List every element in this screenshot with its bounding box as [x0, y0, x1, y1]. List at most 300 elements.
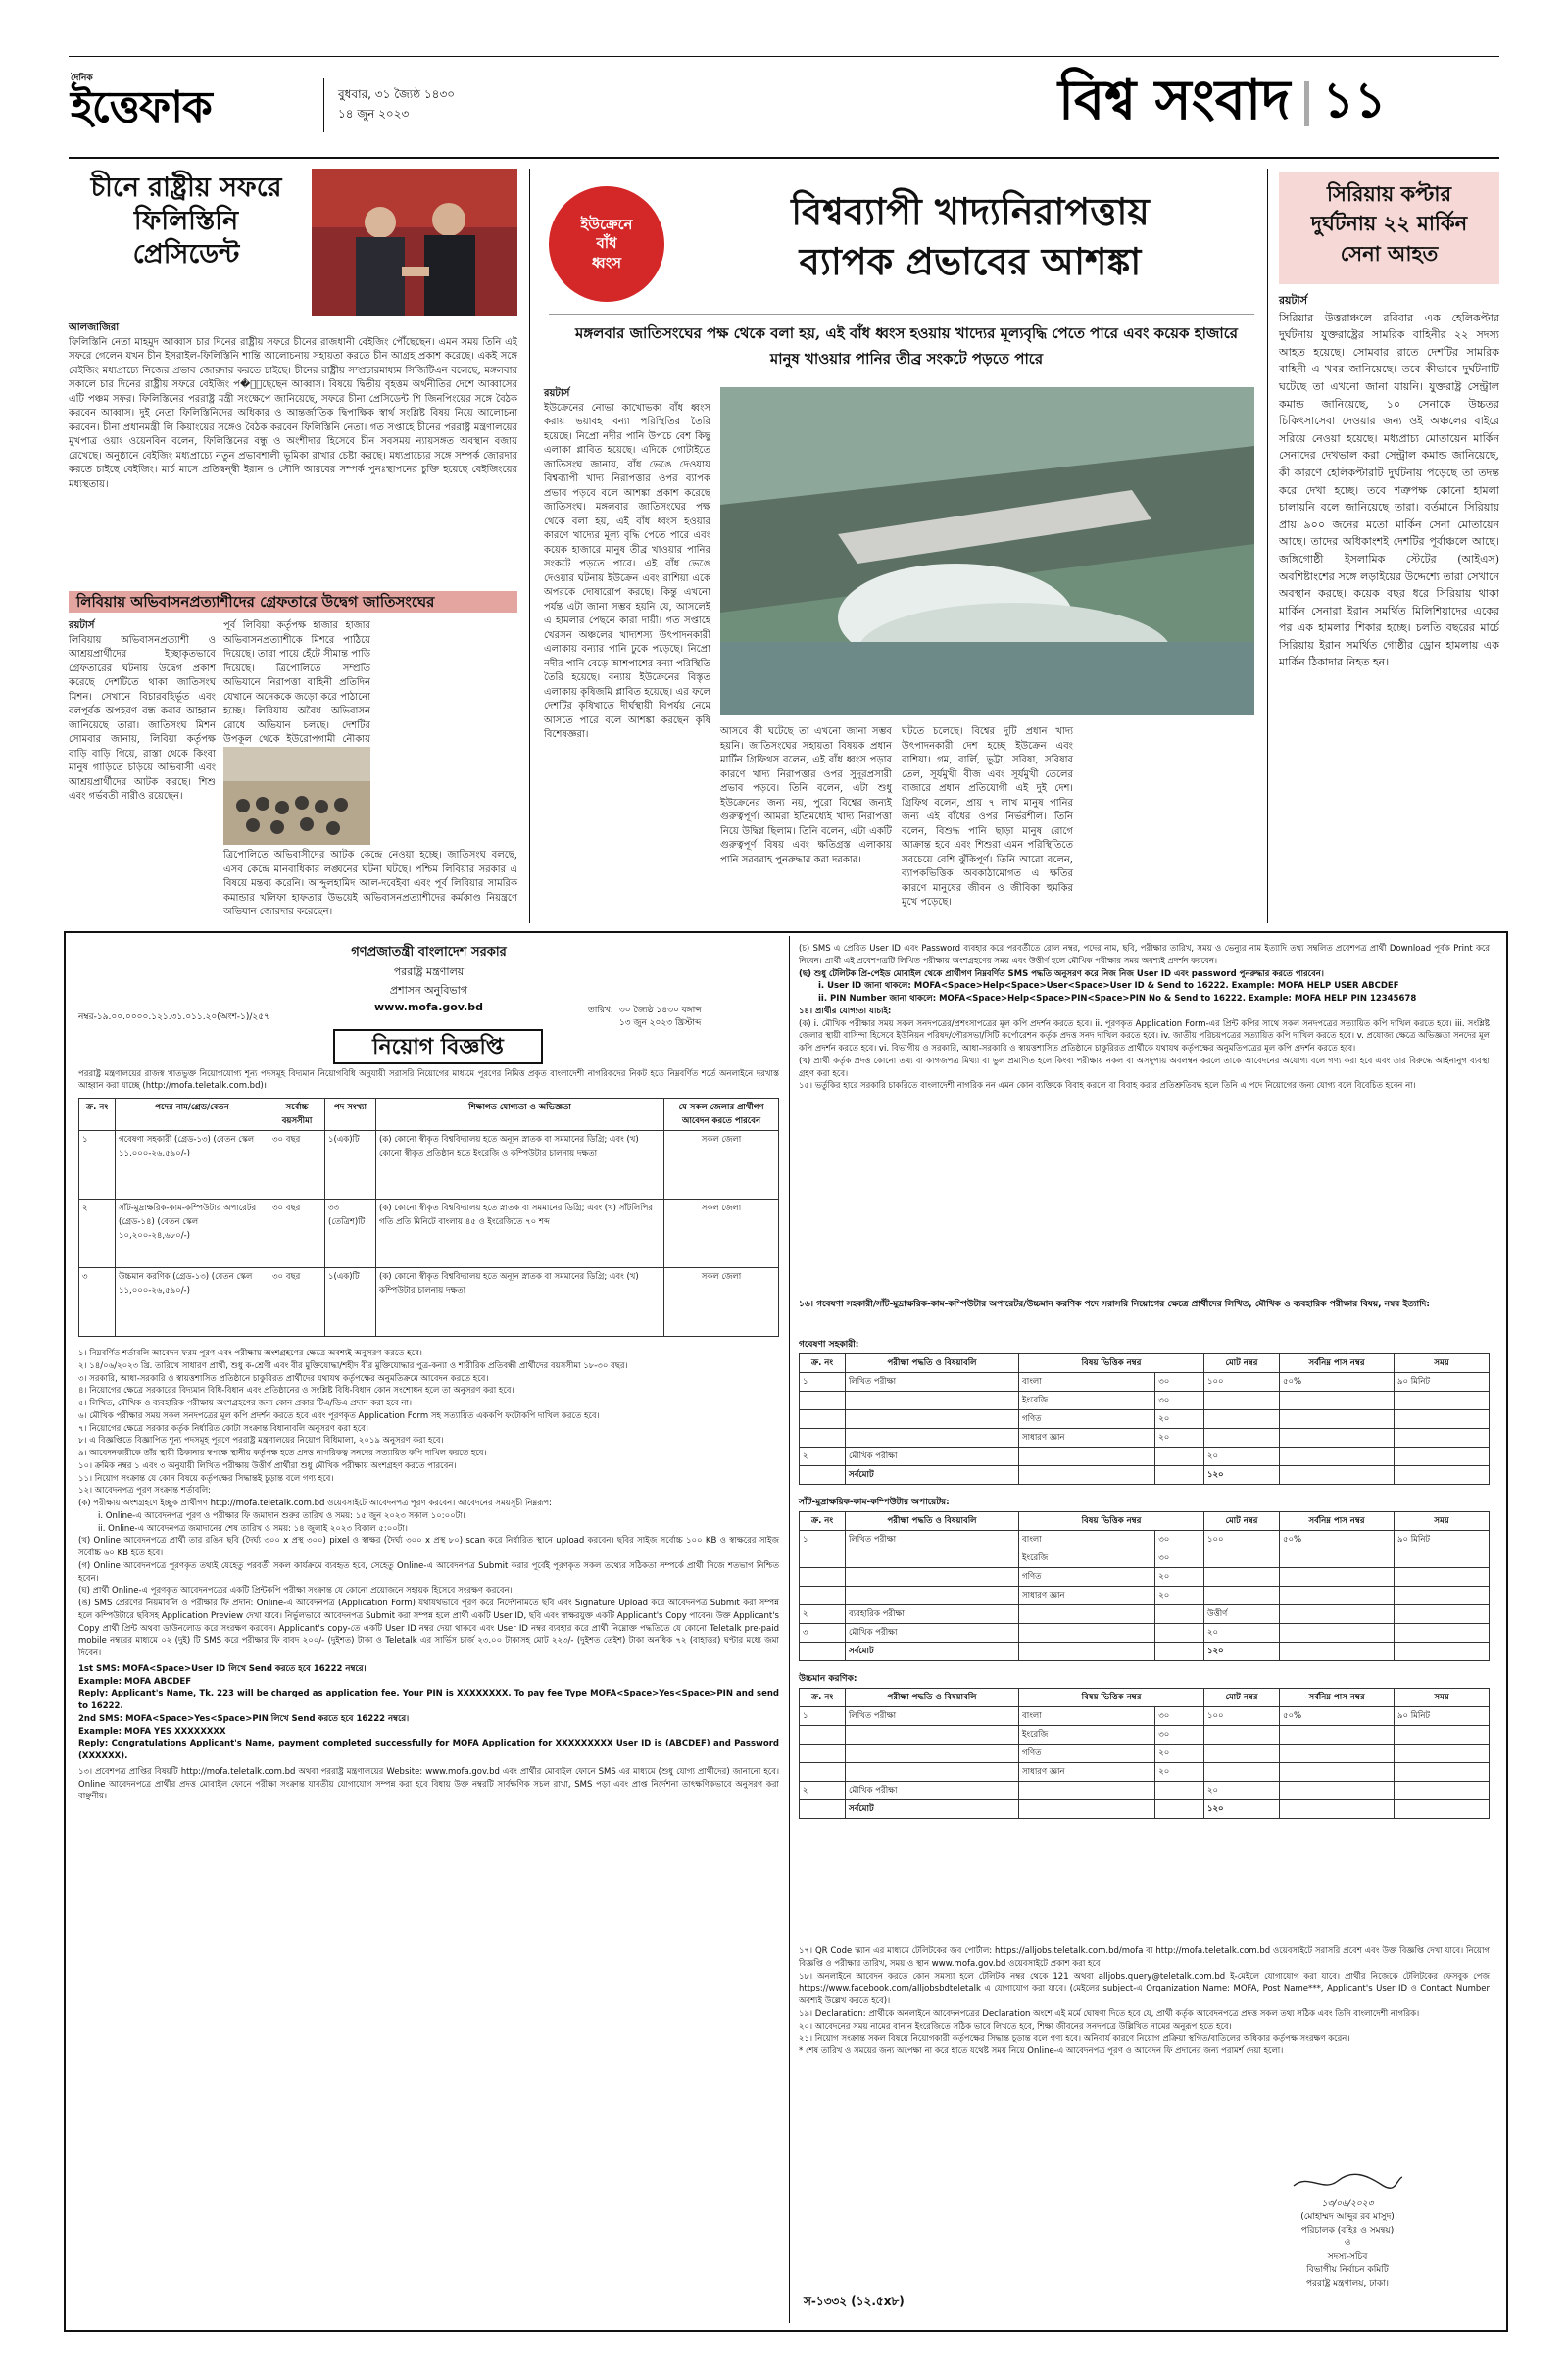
right-item: ১৪। প্রার্থীর যোগ্যতা যাচাই:	[799, 1006, 892, 1016]
cell: সকল জেলা	[664, 1268, 779, 1337]
cell	[1280, 1568, 1395, 1587]
posts-table-header	[79, 1099, 779, 1131]
cell	[1155, 1782, 1204, 1800]
exam-table-label: উচ্চমান করণিক:	[799, 1674, 858, 1684]
table-row	[800, 1410, 1490, 1429]
cell: সকল জেলা	[664, 1200, 779, 1268]
ukraine-col-2	[720, 725, 892, 921]
tail-item: * শেষ তারিখ ও সময়ের জন্য অপেক্ষা না করে হাতে যথেষ্ট সময় নিয়ে Online-এ আবেদনপত্র পূরণ ও আবেদন ফি প্রদানের জন্য পরামর্শ দেয়া হলো।	[799, 2046, 1284, 2056]
cell: সর্বনিম্ন পাস নম্বর	[1280, 1354, 1395, 1373]
cell	[1280, 1466, 1395, 1485]
cell	[1395, 1745, 1490, 1763]
cell: ২০	[1155, 1429, 1204, 1448]
cell	[1395, 1726, 1490, 1745]
china-headline-2: ফিলিস্তিনি	[133, 205, 239, 236]
exam-tables	[799, 1333, 1490, 1819]
sms-line: Example: MOFA ABCDEF	[78, 1676, 192, 1687]
ukraine-source: রয়টার্স	[544, 388, 570, 399]
cell	[846, 1763, 1019, 1782]
sms-line: Reply: Congratulations Applicant's Name, payment completed successfully for MOFA Application for XXXXXXXXX User ID is (ABCDEF) and Password (XXXXXX).	[78, 1739, 779, 1761]
exam-table-label: সাঁট-মুদ্রাক্ষরিক-কাম-কম্পিউটার অপারেটর:	[799, 1498, 950, 1507]
tail-item: ২১। নিয়োগ সংক্রান্ত সকল বিষয়ে নিয়োগকারী কর্তৃপক্ষের সিদ্ধান্ত চূড়ান্ত বলে গণ্য হবে। অনিবার্য কারণে নিয়োগ প্রক্রিয়া স্থগিত/বাতিলের অধিকার কর্তৃপক্ষ সংরক্ষণ করেন।	[799, 2034, 1350, 2044]
cell	[846, 1549, 1019, 1568]
page-number: ১১	[1322, 70, 1387, 128]
cell: ২	[800, 1782, 846, 1800]
cell: ৩০ বছর	[270, 1268, 325, 1337]
cell	[1395, 1587, 1490, 1605]
cell	[1280, 1643, 1395, 1661]
section-title	[1058, 65, 1386, 143]
notice-govt: গণপ্রজাতন্ত্রী বাংলাদেশ সরকার	[351, 945, 507, 959]
cell	[1204, 1726, 1280, 1745]
cell	[800, 1643, 846, 1661]
signature-date: ১৩/০৬/২০২৩	[1321, 2198, 1374, 2209]
title-separator	[1304, 81, 1309, 126]
badge-line-1: ইউক্রেনে	[580, 215, 633, 233]
notice-conditions	[78, 1348, 779, 2122]
china-photo	[312, 169, 517, 316]
cell	[1280, 1800, 1395, 1819]
cell: সাঁট-মুদ্রাক্ষরিক-কাম-কম্পিউটার অপারেটর (গ্রেড-১৪) (বেতন স্কেল ১০,২০০-২৪,৬৮০/-)	[116, 1200, 270, 1268]
cell: মৌখিক পরীক্ষা	[846, 1624, 1019, 1643]
cell	[1395, 1410, 1490, 1429]
ukraine-col3-text: ঘটতে চলেছে। বিশ্বের দুটি প্রধান খাদ্য উৎপাদনকারী দেশ হচ্ছে ইউক্রেন এবং রাশিয়া। গম, বার্লি, ভুট্টা, সরিষা, সরিষার তেল, সূর্যমুখী বীজ এবং সূর্যমুখী তেলের বাজারে প্রধান প্রতিযোগী এই দুই দেশ। গ্রিফিথ বলেন, প্রায় ৭ লাখ মানুষ পানির জন্য এই বাঁধের ওপর নির্ভরশীল। তিনি বলেন, বিশুদ্ধ পানি ছাড়া মানুষ রোগে আক্রান্ত হবে এবং শিশুরা এমন পরিস্থিতিতে সবচেয়ে বেশি ঝুঁকিপূর্ণ। তিনি আরো বলেন, ব্যাপকভিত্তিক অবকাঠামোগত এ ক্ষতির কারণে মানুষের জীবন ও জীবিকা হুমকির মুখে পড়েছে।	[902, 726, 1073, 908]
ad-code: স-১৩৩২ (১২.৫x৮)	[804, 2294, 905, 2308]
china-source: আলজাজিরা	[69, 322, 120, 333]
exam-table-header	[800, 1689, 1490, 1707]
cell: পরীক্ষা পদ্ধতি ও বিষয়াবলি	[846, 1512, 1019, 1531]
signatory-title: পরিচালক (বহিঃ ও সমন্বয়)	[1300, 2225, 1395, 2236]
notice-date-label: তারিখ:	[588, 1006, 613, 1015]
cell: ২	[800, 1448, 846, 1466]
cell: (ক) কোনো স্বীকৃত বিশ্ববিদ্যালয় হতে স্নাতক বা সমমানের ডিগ্রি; এবং (খ) সাঁটলিপির গতি প্রতি মিনিটে বাংলায় ৪৫ ও ইংরেজিতে ৭০ শব্দ	[376, 1200, 664, 1268]
cell: ২০	[1204, 1624, 1280, 1643]
signatory-org: পররাষ্ট্র মন্ত্রণালয়, ঢাকা।	[1305, 2278, 1390, 2288]
notice-title-box	[333, 1029, 543, 1064]
col-post: পদের নাম/গ্রেড/বেতন	[116, 1099, 270, 1131]
cell: ৩০ বছর	[270, 1131, 325, 1200]
cell	[1395, 1392, 1490, 1410]
condition-item: (ঘ) প্রার্থী Online-এ পূরণকৃত আবেদনপত্রের একটি প্রিন্টকপি পরীক্ষা সংক্রান্ত যে কোনো প্রয়োজনে সহায়ক হিসেবে সংরক্ষণ করবেন।	[78, 1586, 513, 1597]
cell	[1395, 1763, 1490, 1782]
notice-website: www.mofa.gov.bd	[374, 1001, 483, 1013]
ukraine-col1-text: ইউক্রেনের নোভা কাখোভকা বাঁধ ধ্বংস করায় ভয়াবহ বন্যা পরিস্থিতির তৈরি হয়েছে। নিপ্রো নদীর পানি উপচে বেশ কিছু এলাকা প্লাবিত হয়েছে। এদিকে গোটাইতে জাতিসংঘ জানায়, বাঁধ ভেঙে দেওয়ায় বিশ্বব্যাপী খাদ্য নিরাপত্তার ওপর ব্যাপক প্রভাব পড়বে বলে আশঙ্কা প্রকাশ করেছে জাতিসংঘ। মঙ্গলবার জাতিসংঘের পক্ষ থেকে বলা হয়, এই বাঁধ ধ্বংস হওয়ার কারণে খাদ্যের মূল্য বৃদ্ধি পেতে পারে এবং কয়েক হাজারে মানুষ তীব্র খাওয়ার পানির সংকটে পড়তে পারে। এই বাঁধ ভেঙে দেওয়ার ঘটনায় ইউক্রেন এবং রাশিয়া একে অপরকে দোষারোপ করছে। কিন্তু এখনো পর্যন্ত এটা জানা সম্ভব হয়নি যে, আসলেই এ হামলার পেছনে কারা দায়ী। গত সপ্তাহে খেরসন অঞ্চলের খাদ্যশস্য উৎপাদনকারী এলাকায় বন্যার পানি ঢুকে পড়েছে। নিপ্রো নদীর পানি বেড়ে আশপাশের বন্যা পরিস্থিতি তৈরি হয়েছে। বন্যায় ইউক্রেনের বিস্তৃত এলাকায় কৃষিজমি প্লাবিত হয়েছে। এর ফলে দেশটির কৃষিখাতে দীর্ঘস্থায়ী বিপর্যয় নেমে আসতে পারে বলে আশঙ্কা করছেন কৃষি বিশেষজ্ঞরা।	[544, 402, 710, 740]
table-row	[800, 1800, 1490, 1819]
exam-table-header	[800, 1512, 1490, 1531]
condition-item: ১৩। প্রবেশপত্র প্রাপ্তির বিষয়টি http://mofa.teletalk.com.bd অথবা পররাষ্ট্র মন্ত্রণালয়ের Website: www.mofa.gov.bd এবং প্রার্থীর মোবাইল ফোনে SMS এর মাধ্যমে (শুধু যোগ্য প্রার্থীদের) জানানো হবে। Online আবেদনপত্রে প্রার্থীর প্রদত্ত মোবাইল ফোনে পরীক্ষা সংক্রান্ত যাবতীয় যোগাযোগ সম্পন্ন করা হবে বিধায় উক্ত নম্বরটি সার্বক্ষণিক সচল রাখা, SMS পড়া এবং প্রাপ্ত নির্দেশনা তাৎক্ষণিকভাবে অনুসরণ করা বাঞ্ছনীয়।	[78, 1766, 779, 1802]
cell: ২০	[1204, 1448, 1280, 1466]
cell: ১২০	[1204, 1800, 1280, 1819]
cell: সকল জেলা	[664, 1131, 779, 1200]
cell	[800, 1392, 846, 1410]
right-item: (ক) i. মৌখিক পরীক্ষার সময় সকল সনদপত্রের/প্রশংসাপত্রের মূল কপি প্রদর্শন করতে হবে। ii. পূরণকৃত Application Form-এর প্রিন্ট কপির সাথে সকল সনদপত্রের সত্যায়িত কপি দাখিল করতে হবে। iii. সংশ্লিষ্ট জেলার স্থায়ী বাসিন্দা হিসেবে ইউনিয়ন পরিষদ/পৌরসভা/সিটি কর্পোরেশন কর্তৃক প্রদত্ত সনদ দাখিল করতে হবে। iv. জাতীয় পরিচয়পত্রের সত্যায়িত কপি দাখিল করতে হবে। v. প্রযোজ্য ক্ষেত্রে অভিজ্ঞতা সনদের মূল কপি প্রদর্শন করতে হবে। vi. বিভাগীয় ও সরকারি, আধা-সরকারি ও স্বায়ত্তশাসিত প্রতিষ্ঠানে চাকুরিরত প্রার্থীকে যথাযথ কর্তৃপক্ষের অনুমতিপত্রের মূল কপি প্রদর্শন করতে হবে।	[799, 1018, 1490, 1054]
cell: ১২০	[1204, 1466, 1280, 1485]
cell	[846, 1745, 1019, 1763]
cell: ৩০	[1155, 1531, 1204, 1549]
cell: গবেষণা সহকারী (গ্রেড-১৩) (বেতন স্কেল ১১,০০০-২৬,৫৯০/-)	[116, 1131, 270, 1200]
col-serial: ক্র. নং	[79, 1099, 116, 1131]
condition-item: ১। নিম্নবর্ণিত শর্তাবলি আবেদন ফরম পূরণ এবং পরীক্ষায় অংশগ্রহণের ক্ষেত্রে অবশ্যই অনুসরণ করতে হবে।	[78, 1349, 422, 1358]
cell	[1204, 1763, 1280, 1782]
sms-line: Reply: Applicant's Name, Tk. 223 will be charged as application fee. Your PIN is XXXXXXXX. To pay fee Type MOFA<Space>Yes<Space>PIN and send to 16222.	[78, 1689, 779, 1711]
cell: ক্র. নং	[800, 1689, 846, 1707]
col-district: যে সকল জেলার প্রার্থীগণ আবেদন করতে পারবেন	[664, 1099, 779, 1131]
table-row	[800, 1568, 1490, 1587]
syria-body: সিরিয়ার উত্তরাঞ্চলে রবিবার এক হেলিকপ্টার দুর্ঘটনায় যুক্তরাষ্ট্রের সামরিক বাহিনীর ২২ সদস্য আহত হয়েছে। সোমবার রাতে দেশটির সামরিক বাহিনী এ খবর জানিয়েছে। তবে কীভাবে দুর্ঘটনাটি ঘটেছে তা এখনো জানা যায়নি। যুক্তরাষ্ট্র সেন্ট্রাল কমান্ড জানিয়েছে, ১০ সেনাকে উচ্চতর চিকিৎসাসেবা দেওয়ার জন্য ওই অঞ্চলের বাইরে সরিয়ে নেওয়া হয়েছে। মধ্যপ্রাচ্য মোতায়েন মার্কিন সেনাদের দেখভাল করা সেন্ট্রাল কমান্ড জানিয়েছে, কী কারণে হেলিকপ্টারটি দুর্ঘটনায় পড়েছে তা তদন্ত করে দেখা হচ্ছে। তবে শত্রুপক্ষ কোনো হামলা চালায়নি বলে জানিয়েছে তারা। বর্তমানে সিরিয়ায় প্রায় ৯০০ জনের মতো মার্কিন সেনা মোতায়েন আছে। তাদের অধিকাংশই দেশটির পূর্বাঞ্চলে আছে। জঙ্গিগোষ্ঠী ইসলামিক স্টেটের (আইএস) অবশিষ্টাংশের সঙ্গে লড়াইয়ের উদ্দেশ্যে তারা সেখানে অবস্থান করছে। কয়েক বছর ধরে সিরিয়ায় থাকা মার্কিন সেনারা ইরান সমর্থিত মিলিশিয়াদের একের পর এক হামলার শিকার হচ্ছে। চলতি বছরের মার্চে সিরিয়ায় ইরান সমর্থিত গোষ্ঠীর ড্রোন হামলায় এক মার্কিন ঠিকাদার নিহত হন।	[1279, 311, 1499, 669]
cell: উচ্চমান করণিক (গ্রেড-১৩) (বেতন স্কেল ১১,০০০-২৬,৫৯০/-)	[116, 1268, 270, 1337]
cell	[1280, 1745, 1395, 1763]
date-english: ১৪ জুন ২০২৩	[338, 107, 410, 122]
cell	[800, 1568, 846, 1587]
paper-small-label: দৈনিক	[71, 74, 93, 83]
cell: বাংলা	[1019, 1707, 1155, 1726]
sms-examples	[78, 1663, 779, 1763]
cell: মোট নম্বর	[1204, 1512, 1280, 1531]
ukraine-deck	[564, 321, 1250, 371]
tail-item: ১৮। অনলাইনে আবেদন করতে কোন সমস্যা হলে টেলিটক নম্বর থেকে 121 অথবা alljobs.query@teletalk.com.bd ই-মেইলে যোগাযোগ করা যাবে। প্রার্থীর নিজেকে টেলিটকের ফেসবুক পেজ https://www.facebook.com/alljobsbdteletalk এ যোগাযোগ করা যাবে। (মেইলের subject-এ Organization Name: MOFA, Post Name***, Applicant's User ID ও Contact Number অবশ্যই উল্লেখ করতে হবে)।	[799, 1971, 1490, 2006]
syria-source: রয়টার্স	[1279, 294, 1307, 307]
condition-item: (ক) পরীক্ষায় অংশগ্রহণে ইচ্ছুক প্রার্থীগণ http://mofa.teletalk.com.bd ওয়েবসাইটে আবেদনপত্র পূরণ করবেন। আবেদনের সময়সূচী নিম্নরূপ:	[78, 1499, 553, 1508]
china-headline-1: চীনে রাষ্ট্রীয় সফরে	[90, 172, 282, 203]
cell	[1019, 1466, 1155, 1485]
cell	[846, 1392, 1019, 1410]
cell: সর্বমোট	[846, 1643, 1019, 1661]
syria-headline-1: সিরিয়ায় কপ্টার	[1326, 181, 1452, 206]
dam-flood-image	[720, 387, 1254, 715]
masthead-divider	[323, 78, 324, 132]
syria-headline-2: দুর্ঘটনায় ২২ মার্কিন	[1310, 211, 1468, 236]
cell: ২	[79, 1200, 116, 1268]
right-item: (খ) প্রার্থী কর্তৃক প্রদত্ত কোনো তথ্য বা কাগজপত্র মিথ্যা বা ভুল প্রমাণিত হলে কিংবা পরীক্ষায় নকল বা অসদুপায় অবলম্বন করলে তাকে আবেদনের অযোগ্য বলে গণ্য করা হবে এবং তার বিরুদ্ধে আইনানুগ ব্যবস্থা গ্রহণ করা হবে।	[799, 1056, 1490, 1079]
tail-item: ১৯। Declaration: প্রার্থীকে অনলাইনে আবেদনপত্রের Declaration অংশে এই মর্মে ঘোষণা দিতে হবে যে, প্রার্থী কর্তৃক আবেদনপত্রে প্রদত্ত সকল তথ্য সঠিক এবং তিনি বাংলাদেশী নাগরিক।	[799, 2008, 1420, 2019]
cell: ক্র. নং	[800, 1512, 846, 1531]
cell: ২০	[1155, 1410, 1204, 1429]
signature-block	[1215, 2171, 1480, 2290]
cell	[1395, 1568, 1490, 1587]
cell: ইংরেজি	[1019, 1726, 1155, 1745]
china-body: ফিলিস্তিনি নেতা মাহমুদ আব্বাস চার দিনের রাষ্ট্রীয় সফরে চীনের রাজধানী বেইজিং পৌঁছেছেন। এমন সময় তিনি এই সফরে গেলেন যখন চীন ইসরাইল-ফিলিস্তিনি শান্তি আলোচনায় সহায়তা করতে চীন আগ্রহ প্রকাশ করেছে। একই সঙ্গে বেইজিং মধ্যপ্রাচ্যে নিজের প্রভাব জোরদার করতে চাইছে। চীনের রাষ্ট্রীয় সম্প্রচারমাধ্যম সিজিটিএন বলেছে, মঙ্গলবার সকালে চার দিনের রাষ্ট্রীয় সফরে বেইজিং প�ৌঁছেছেন আব্বাস। বিষয়ে দ্বিতীয় বৃহত্তম অর্থনীতির দেশে আব্বাসের এটি পঞ্চম সফর। ফিলিস্তিনের পররাষ্ট্র মন্ত্রী সংক্ষেপে জানিয়েছে, সফরে চীনা প্রেসিডেন্ট শি জিনপিংয়ের সঙ্গে বৈঠক করবেন আব্বাস। দুই নেতা ফিলিস্তিনিদের অধিকার ও আন্তর্জাতিক দ্বিপাক্ষিক স্বার্থ সংশ্লিষ্ট বিষয় নিয়ে আলোচনা করবেন। চীনা প্রধানমন্ত্রী লি কিয়াংয়ের সঙ্গেও বৈঠক করবেন ফিলিস্তিনি নেতা। গত সপ্তাহে চীনের পররাষ্ট্র মন্ত্রণালয়ের মুখপাত্র ওয়াং ওয়েনবিন বলেন, ফিলিস্তিনের বন্ধু ও অংশীদার হিসেবে চীন সবসময় ন্যায়সঙ্গত অবস্থান বজায় রেখেছে। অনুষ্ঠানে বেইজিং মধ্যপ্রাচ্যে নতুন প্রভাবশালী ভূমিকা রাখার চেষ্টা করছে। মধ্যপ্রাচ্যের সঙ্গে সম্পর্ক জোরদার করতে চাইছে বেইজিং। মার্চ মাসে প্রতিদ্বন্দ্বী ইরান ও সৌদি আরবের সম্পর্ক পুনঃস্থাপনের চুক্তি হয়েছে বেইজিংয়ের মধ্যস্থতায়।	[69, 336, 517, 490]
cell	[1019, 1782, 1155, 1800]
cell	[1155, 1624, 1204, 1643]
cell: ৫০%	[1280, 1373, 1395, 1392]
table-row	[800, 1429, 1490, 1448]
condition-item: ৩। সরকারি, আধা-সরকারি ও স্বায়ত্তশাসিত প্রতিষ্ঠানে চাকুরিরত প্রার্থীদের যথাযথ কর্তৃপক্ষের অনুমতিক্রমে আবেদন করতে হবে।	[78, 1373, 489, 1384]
top-thin-rule	[69, 56, 1499, 57]
exam-heading: ১৬। গবেষণা সহকারী/সাঁট-মুদ্রাক্ষরিক-কাম-কম্পিউটার অপারেটর/উচ্চমান করণিক পদে সরাসরি নিয়োগের ক্ষেত্রে প্রার্থীদের লিখিত, মৌখিক ও ব্যবহারিক পরীক্ষার বিষয়, নম্বর ইত্যাদি:	[799, 1300, 1430, 1309]
cell	[1280, 1549, 1395, 1568]
notice-right-items	[799, 943, 1490, 1296]
sms-line: 1st SMS: MOFA<Space>User ID লিখে Send করতে হবে 16222 নম্বরে।	[78, 1663, 367, 1674]
right-item: (ছ) শুধু টেলিটক প্রি-পেইড মোবাইল থেকে প্রার্থীগণ নিম্নবর্ণিত SMS পদ্ধতি অনুসরণ করে নিজ নিজ User ID এবং password পুনরুদ্ধার করতে পারবেন।	[799, 968, 1324, 979]
libya-col1-text: লিবিয়ায় অভিবাসনপ্রত্যাশী ও আশ্রয়প্রার্থীদের ইচ্ছাকৃতভাবে গ্রেফতারের ঘটনায় উদ্বেগ প্রকাশ করেছে দেশটিতে থাকা জাতিসংঘ মিশন। সেখানে বিচারবহির্ভূত এবং বলপূর্বক অপহরণ বন্ধ করার আহ্বান জানিয়েছে তারা। জাতিসংঘ মিশন সোমবার জানায়, লিবিয়া কর্তৃপক্ষ বাড়ি বাড়ি গিয়ে, রাস্তা থেকে কিংবা মানুষ গাড়িতে চড়িয়ে অভিবাসী এবং আশ্রয়প্রার্থীদের আটক করছে। শিশু এবং গর্ভবতী নারীও রয়েছেন।	[69, 634, 216, 802]
exam-table-label: গবেষণা সহকারী:	[799, 1340, 859, 1350]
syria-article	[1279, 292, 1499, 919]
cell	[1280, 1624, 1395, 1643]
col-count: পদ সংখ্যা	[325, 1099, 376, 1131]
cell	[1395, 1448, 1490, 1466]
cell: বিষয় ভিত্তিক নম্বর	[1019, 1689, 1204, 1707]
cell: সময়	[1395, 1512, 1490, 1531]
cell	[800, 1549, 846, 1568]
cell: ৩৩ (তেত্রিশ)টি	[325, 1200, 376, 1268]
cell	[1395, 1643, 1490, 1661]
cell: মৌখিক পরীক্ষা	[846, 1782, 1019, 1800]
posts-table	[78, 1098, 779, 1337]
cell: ১০০	[1204, 1373, 1280, 1392]
ukraine-deck-text: মঙ্গলবার জাতিসংঘের পক্ষ থেকে বলা হয়, এই বাঁধ ধ্বংস হওয়ায় খাদ্যের মূল্যবৃদ্ধি পেতে পারে এবং কয়েক হাজারে মানুষ খাওয়ার পানির তীব্র সংকটে পড়তে পারে	[575, 324, 1238, 368]
cell: বাংলা	[1019, 1531, 1155, 1549]
cell	[1280, 1410, 1395, 1429]
ukraine-badge	[549, 186, 664, 302]
cell: ১	[79, 1131, 116, 1200]
cell	[846, 1568, 1019, 1587]
cell	[1204, 1549, 1280, 1568]
cell: উত্তীর্ণ	[1204, 1605, 1280, 1624]
cell	[1280, 1429, 1395, 1448]
china-article	[69, 321, 517, 588]
cell: ১(এক)টি	[325, 1268, 376, 1337]
cell: বিষয় ভিত্তিক নম্বর	[1019, 1512, 1204, 1531]
posts-table-wrap	[78, 1098, 779, 1337]
cell	[1155, 1643, 1204, 1661]
table-row	[800, 1587, 1490, 1605]
table-row	[800, 1763, 1490, 1782]
condition-item: ১১। নিয়োগ সংক্রান্ত যে কোন বিষয়ে কর্তৃপক্ষের সিদ্ধান্তই চূড়ান্ত বলে গণ্য হবে।	[78, 1473, 334, 1484]
ukraine-col-3	[902, 725, 1073, 921]
cell: ২০	[1155, 1763, 1204, 1782]
cell: ১	[800, 1531, 846, 1549]
paper-name: ইত্তেফাক	[71, 82, 212, 132]
cell: ২০	[1155, 1568, 1204, 1587]
cell: সময়	[1395, 1689, 1490, 1707]
cell	[1395, 1800, 1490, 1819]
cell: ৩০	[1155, 1373, 1204, 1392]
cell: গণিত	[1019, 1745, 1155, 1763]
condition-item: (খ) Online আবেদনপত্রে প্রার্থী তার রঙিন ছবি (দৈর্ঘ্য ৩০০ x প্রস্থ ৩০০) pixel ও স্বাক্ষর (দৈর্ঘ্য ৩০০ x প্রস্থ ৮০) scan করে নির্ধারিত স্থানে upload করবেন। ছবির সাইজ সর্বোচ্চ ১০০ KB ও স্বাক্ষরের সাইজ সর্বোচ্চ ৬০ KB হতে হবে।	[78, 1536, 779, 1558]
tail-item: ২০। আবেদনের সময় নামের বানান ইংরেজিতে সঠিক ভাবে লিখতে হবে, শিক্ষা জীবনের সনদপত্রে উল্লিখিত নামের অনুরূপ হতে হবে।	[799, 2021, 1232, 2032]
right-item: (চ) SMS এ প্রেরিত User ID এবং Password ব্যবহার করে পরবর্তীতে রোল নম্বর, পদের নাম, ছবি, পরীক্ষার তারিখ, সময় ও ভেন্যুর নাম ইত্যাদি তথ্য সম্বলিত প্রবেশপত্র প্রার্থী Download পূর্বক Print করে নিবেন। প্রার্থী এই প্রবেশপত্রটি লিখিত পরীক্ষায় অংশগ্রহণের সময় এবং উত্তীর্ণ হলে মৌখিক পরীক্ষার সময় অবশ্যই প্রদর্শন করবেন।	[799, 944, 1490, 966]
date-bengali: বুধবার, ৩১ জ্যৈষ্ঠ ১৪৩০	[338, 87, 456, 101]
deck-rule	[549, 314, 1254, 315]
cell	[846, 1587, 1019, 1605]
masthead-date	[338, 84, 455, 124]
ukraine-col-4	[1083, 725, 1254, 921]
table-row	[800, 1745, 1490, 1763]
cell	[800, 1587, 846, 1605]
cell: বিষয় ভিত্তিক নম্বর	[1019, 1354, 1204, 1373]
table-row	[800, 1643, 1490, 1661]
cell	[1395, 1624, 1490, 1643]
exam-table	[799, 1688, 1490, 1819]
cell	[1204, 1429, 1280, 1448]
cell: (ক) কোনো স্বীকৃত বিশ্ববিদ্যালয় হতে অন্যূন স্নাতক বা সমমানের ডিগ্রি; এবং (খ) কোনো স্বীকৃত প্রতিষ্ঠান হতে ইংরেজি ও কম্পিউটার চালনায় দক্ষতা	[376, 1131, 664, 1200]
column-rule-right	[1267, 169, 1268, 923]
ukraine-headline	[686, 186, 1254, 287]
exam-table-header	[800, 1354, 1490, 1373]
sms-line: 2nd SMS: MOFA<Space>Yes<Space>PIN লিখে Send করতে হবে 16222 নম্বরে।	[78, 1713, 410, 1724]
table-row	[800, 1707, 1490, 1726]
notice-column-rule	[789, 936, 790, 2323]
cell: ৫০%	[1280, 1707, 1395, 1726]
china-headline-3: প্রেসিডেন্ট	[132, 238, 240, 270]
cell: লিখিত পরীক্ষা	[846, 1531, 1019, 1549]
condition-item: ii. Online-এ আবেদনপত্র জমাদানের শেষ তারিখ ও সময়: ১৪ জুলাই ২০২৩ বিকাল ৫:০০টা।	[98, 1523, 408, 1534]
cell: সময়	[1395, 1354, 1490, 1373]
notice-tail-items	[799, 1945, 1490, 2166]
cell	[1395, 1605, 1490, 1624]
table-row	[800, 1373, 1490, 1392]
notice-date-bn: ৩০ জ্যৈষ্ঠ ১৪৩০ বঙ্গাব্দ	[618, 1006, 702, 1015]
column-rule-left	[529, 169, 530, 923]
cell	[1204, 1587, 1280, 1605]
condition-item: ৭। নিয়োগের ক্ষেত্রে সরকার কর্তৃক নির্ধারিত কোটা সংক্রান্ত বিধানাবলি অনুসরণ করা হবে।	[78, 1423, 368, 1434]
signature-scribble	[1289, 2171, 1406, 2192]
cell: ২০	[1155, 1745, 1204, 1763]
syria-headline-box	[1279, 172, 1499, 284]
notice-intro: পররাষ্ট্র মন্ত্রণালয়ের রাজস্ব খাতভুক্ত নিয়োগযোগ্য শূন্য পদসমূহ বিদ্যমান নিয়োগবিধি অনুযায়ী সরাসরি নিয়োগের মাধ্যমে পূরণের নিমিত্ত প্রকৃত বাংলাদেশী নাগরিকদের নিকট হতে নিম্নবর্ণিত শর্তে অনলাইনে দরখাস্ত আহ্বান করা যাচ্ছে (http://mofa.teletalk.com.bd)।	[78, 1069, 779, 1092]
signatory-name: (মোহাম্মদ আব্দুর রব মাসুদ)	[1300, 2212, 1395, 2222]
exam-table	[799, 1511, 1490, 1661]
cell	[800, 1429, 846, 1448]
cell: ১০০	[1204, 1531, 1280, 1549]
cell	[1395, 1782, 1490, 1800]
libya-photo	[223, 747, 370, 845]
leaders-handshake-image	[312, 169, 517, 316]
cell: সাধারণ জ্ঞান	[1019, 1763, 1155, 1782]
cell: গণিত	[1019, 1410, 1155, 1429]
cell	[800, 1800, 846, 1819]
cell	[1395, 1466, 1490, 1485]
cell	[846, 1410, 1019, 1429]
libya-col-1	[69, 619, 216, 913]
cell	[1019, 1448, 1155, 1466]
china-headline	[69, 172, 304, 271]
cell	[800, 1466, 846, 1485]
condition-item: (গ) Online আবেদনপত্রে পূরণকৃত তথ্যই যেহেতু পরবর্তী সকল কার্যক্রমে ব্যবহৃত হবে, সেহেতু Online-এ আবেদনপত্র Submit করার পূর্বেই পূরণকৃত সকল তথ্যের সঠিকতা সম্পর্কে প্রার্থী নিজে শতভাগ নিশ্চিত হবেন।	[78, 1560, 779, 1584]
condition-item: ১০। ক্রমিক নম্বর ১ এবং ৩ অনুযায়ী লিখিত পরীক্ষায় উত্তীর্ণ প্রার্থীরা শুধু মৌখিক পরীক্ষায় অংশগ্রহণ করতে পারবেন।	[78, 1460, 457, 1471]
cell	[800, 1410, 846, 1429]
cell	[1280, 1448, 1395, 1466]
cell	[1204, 1568, 1280, 1587]
cell	[1280, 1726, 1395, 1745]
table-row	[800, 1726, 1490, 1745]
cell: ৯০ মিনিট	[1395, 1707, 1490, 1726]
cell: ১২০	[1204, 1643, 1280, 1661]
cell: লিখিত পরীক্ষা	[846, 1373, 1019, 1392]
table-row	[79, 1268, 779, 1337]
cell	[800, 1745, 846, 1763]
cell: ১	[800, 1707, 846, 1726]
table-row	[800, 1392, 1490, 1410]
cell	[1280, 1605, 1395, 1624]
libya-source: রয়টার্স	[69, 620, 95, 631]
cell: ৩০	[1155, 1549, 1204, 1568]
notice-header	[78, 943, 779, 1013]
libya-col3-text: ত্রিপোলিতে অভিবাসীদের আটক কেন্দ্রে নেওয়া হচ্ছে। জাতিসংঘ বলছে, এসব কেন্দ্রে মানবাধিকার লঙ্ঘনের ঘটনা ঘটছে। পশ্চিম লিবিয়ার সরকার এ বিষয়ে মন্তব্য করেনি। আব্দুলহামিদ আল-দবেইবা এবং পূর্ব লিবিয়ার সামরিক কমান্ডার খলিফা হাফতার উভয়েই অভিবাসনপ্রত্যাশীদের কর্মকাণ্ড নিয়ন্ত্রণে অভিযান জোরদার করেছেন।	[223, 850, 517, 917]
notice-memo: নম্বর-১৯.০০.০০০০.১২১.৩১.০১১.২০(অংশ-১)/২৫৭	[78, 1012, 270, 1022]
libya-col-2-bottom	[223, 849, 517, 919]
cell: ৯০ মিনিট	[1395, 1531, 1490, 1549]
signatory-role: ও	[1344, 2238, 1351, 2248]
cell: ৩০ বছর	[270, 1200, 325, 1268]
cell	[1280, 1763, 1395, 1782]
cell: মৌখিক পরীক্ষা	[846, 1448, 1019, 1466]
cell	[1204, 1745, 1280, 1763]
cell: ৩০	[1155, 1707, 1204, 1726]
cell: লিখিত পরীক্ষা	[846, 1707, 1019, 1726]
notice-date	[588, 1005, 702, 1029]
tail-item: ১৭। QR Code স্ক্যান এর মাধ্যমে টেলিটকের জব পোর্টাল: https://alljobs.teletalk.com.bd/mofa বা http://mofa.teletalk.com.bd ওয়েবসাইটে সরাসরি প্রবেশ এবং উক্ত বিজ্ঞপ্তি দেখা যাবে। নিয়োগ বিজ্ঞপ্তি ও পরীক্ষার তারিখ, সময় ও স্থান www.mofa.gov.bd ওয়েবসাইটে প্রকাশ করা হবে।	[799, 1946, 1490, 1969]
libya-col-2-top	[223, 619, 370, 747]
signatory-role: বিভাগীয় নির্বাচন কমিটি	[1306, 2265, 1389, 2275]
cell: ইংরেজি	[1019, 1549, 1155, 1568]
right-item: ii. PIN Number জানা থাকলে: MOFA<Space>Help<Space>PIN<Space>PIN No & Send to 16222. Example: MOFA HELP PIN 12345678	[818, 994, 1417, 1004]
badge-line-2: বাঁধ	[596, 234, 617, 253]
migrants-group-image	[223, 747, 370, 845]
cell: সর্বনিম্ন পাস নম্বর	[1280, 1689, 1395, 1707]
cell: ব্যবহারিক পরীক্ষা	[846, 1605, 1019, 1624]
notice-ministry: পররাষ্ট্র মন্ত্রণালয়	[393, 965, 465, 978]
cell: ৩	[800, 1624, 846, 1643]
notice-date-en: ১৩ জুন ২০২৩ খ্রিস্টাব্দ	[618, 1017, 702, 1028]
table-row	[800, 1549, 1490, 1568]
table-row	[800, 1782, 1490, 1800]
cell	[1155, 1466, 1204, 1485]
cell	[1155, 1800, 1204, 1819]
cell: মোট নম্বর	[1204, 1689, 1280, 1707]
table-row	[800, 1605, 1490, 1624]
right-item: i. User ID জানা থাকলে: MOFA<Space>Help<Space>User<Space>User ID & Send to 16222. Example: MOFA HELP USER ABCDEF	[818, 981, 1399, 992]
libya-col2-text: পূর্ব লিবিয়া কর্তৃপক্ষ হাজার হাজার অভিবাসনপ্রত্যাশীকে মিশরে পাঠিয়ে দিয়েছে। তারা পায়ে হেঁটে সীমান্ত পাড়ি দিয়েছে। ত্রিপোলিতে সম্প্রতি অভিযানে নিরাপত্তা বাহিনী প্রতিদিন যেখানে অনেককে জড়ো করে পাঠানো হচ্ছে। লিবিয়ায় অবৈধ অভিবাসন রোধে অভিযান চলছে। দেশটির উপকূল থেকে ইউরোপগামী নৌকায়	[223, 620, 370, 745]
cell: বাংলা	[1019, 1373, 1155, 1392]
cell: ২০	[1204, 1782, 1280, 1800]
condition-item: (ঙ) SMS প্রেরণের নিয়মাবলি ও পরীক্ষার ফি প্রদান: Online-এ আবেদনপত্র (Application Form) যথাযথভাবে পূরণ করে নির্দেশনামতে ছবি এবং Signature Upload করে আবেদনপত্র Submit করা সম্পন্ন হলে কম্পিউটারে ছবিসহ Application Preview দেখা যাবে। নির্ভুলভাবে আবেদনপত্র Submit করা সম্পন্ন হলে প্রার্থী একটি User ID, ছবি এবং স্বাক্ষরযুক্ত একটি Applicant's Copy পাবেন। উক্ত Applicant's Copy প্রার্থী প্রিন্ট অথবা ডাউনলোড করে সংরক্ষণ করবেন। Applicant's copy-তে একটি User ID নম্বর দেয়া থাকবে এবং User ID নম্বর ব্যবহার করে প্রার্থী নিম্নোক্ত পদ্ধতিতে যে কোনো Teletalk pre-paid mobile নম্বরের মাধ্যমে ০২ (দুই) টি SMS করে পরীক্ষার ফি বাবদ ২০০/- (দুইশত) টাকা ও Teletalk এর সার্ভিস চার্জ ২৩.০০ টাকাসহ মোট ২২৩/- (দুইশত তেইশ) টাকা অনধিক ৭২ (বাহাত্তর) ঘণ্টার মধ্যে জমা দিবেন।	[78, 1599, 779, 1658]
ukraine-headline-2: ব্যাপক প্রভাবের আশঙ্কা	[799, 239, 1142, 284]
cell	[1280, 1782, 1395, 1800]
masthead-logo	[71, 71, 306, 144]
cell: পরীক্ষা পদ্ধতি ও বিষয়াবলি	[846, 1354, 1019, 1373]
cell	[1204, 1410, 1280, 1429]
cell	[1019, 1624, 1155, 1643]
cell	[1155, 1605, 1204, 1624]
cell	[800, 1726, 846, 1745]
notice-title: নিয়োগ বিজ্ঞপ্তি	[372, 1034, 504, 1059]
table-row	[800, 1531, 1490, 1549]
col-age: সর্বোচ্চ বয়সসীমা	[270, 1099, 325, 1131]
libya-banner	[69, 591, 517, 613]
cell	[800, 1763, 846, 1782]
condition-item: ৫। লিখিত, মৌখিক ও ব্যবহারিক পরীক্ষায় অংশগ্রহণের জন্য কোন প্রকার টিএ/ডিএ প্রদান করা হবে না।	[78, 1399, 412, 1408]
table-row	[800, 1466, 1490, 1485]
cell: ২০	[1155, 1587, 1204, 1605]
right-item: ১৫। ভর্তুকির হারে সরকারি চাকরিতে বাংলাদেশী নাগরিক নন এমন কোন ব্যক্তিকে বিবাহ করলে বা বিবাহ করার প্রতিশ্রুতিবদ্ধ হলে তিনি এ পদে নিয়োগের জন্য যোগ্য বলে বিবেচিত হবেন না।	[799, 1081, 1416, 1092]
ukraine-col2-text: আসবে কী ঘটেছে তা এখনো জানা সম্ভব হয়নি। জাতিসংঘের সহায়তা বিষয়ক প্রধান মার্টিন গ্রিফিথস বলেন, এই বাঁধ ধ্বংস পড়ার কারণে খাদ্য নিরাপত্তার ওপর সুদূরপ্রসারী প্রভাব পড়বে। তিনি বলেন, এটা শুধু ইউক্রেনের জন্য নয়, পুরো বিশ্বের জন্যই গুরুত্বপূর্ণ। আমরা ইতিমধ্যেই খাদ্য নিরাপত্তা নিয়ে উদ্বিগ্ন ছিলাম। তিনি বলেন, এটা একটি গুরুত্বপূর্ণ বিষয় এবং ক্ষতিগ্রস্ত এলাকায় পানি সরবরাহ পুনরুদ্ধার করা দরকার।	[720, 726, 892, 865]
cell	[1204, 1392, 1280, 1410]
cell: ৩	[79, 1268, 116, 1337]
cell	[1280, 1392, 1395, 1410]
cell: ২	[800, 1605, 846, 1624]
cell: ক্র. নং	[800, 1354, 846, 1373]
cell: ইংরেজি	[1019, 1392, 1155, 1410]
cell: ১(এক)টি	[325, 1131, 376, 1200]
cell	[846, 1726, 1019, 1745]
cell: ৯০ মিনিট	[1395, 1373, 1490, 1392]
cell: সর্বনিম্ন পাস নম্বর	[1280, 1512, 1395, 1531]
cell: ৩০	[1155, 1392, 1204, 1410]
condition-item: ৮। এ বিজ্ঞপ্তিতে বিজ্ঞাপিত শূন্য পদসমূহ পূরণে পররাষ্ট্র মন্ত্রণালয়ের নিয়োগ বিধিমালা, ২০১৯ অনুসরণ করা হবে।	[78, 1436, 444, 1447]
cell	[1155, 1448, 1204, 1466]
libya-col-3-top	[378, 619, 517, 745]
